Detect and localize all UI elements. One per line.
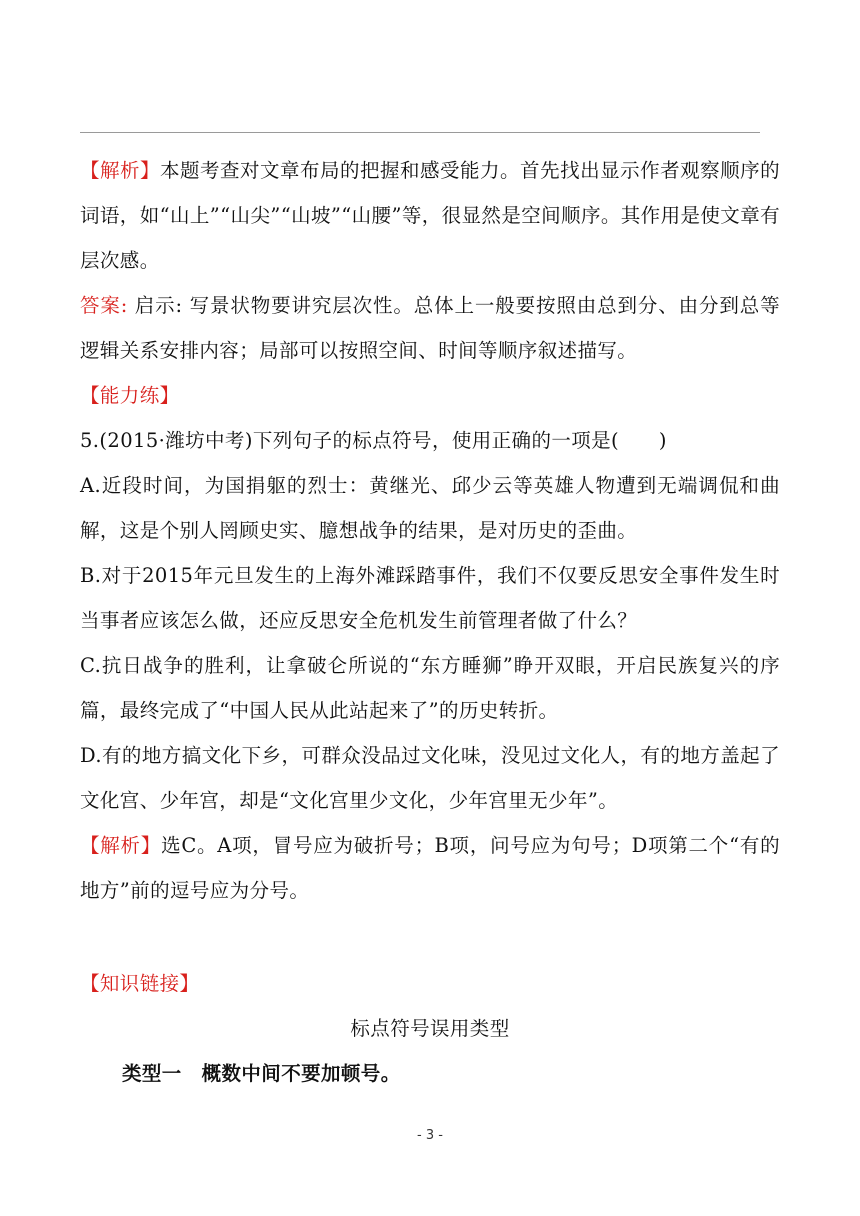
answer-paragraph — [80, 283, 780, 373]
section-ability-heading: 【能力练】 — [80, 384, 180, 407]
analysis-text: 本题考查对文章布局的把握和感受能力。首先找出显示作者观察顺序的词语，如“山上”“山尖”“山坡”“山腰”等，很显然是空间顺序。其作用是使文章有层次感。 — [80, 159, 780, 272]
option-b: B.对于2015年元旦发生的上海外滩踩踏事件，我们不仅要反思安全事件发生时当事者应该怎么做，还应反思安全危机发生前管理者做了什么？ — [80, 564, 780, 632]
answer-label: 答案: — [80, 294, 128, 317]
spacer — [80, 913, 780, 961]
page-content — [80, 148, 780, 1096]
analysis-text-2: 选C。A项，冒号应为破折号；B项，问号应为句号；D项第二个“有的地方”前的逗号应为分号。 — [80, 834, 780, 902]
option-a: A.近段时间，为国捐躯的烈士：黄继光、邱少云等英雄人物遭到无端调侃和曲解，这是个别人罔顾史实、臆想战争的结果，是对历史的歪曲。 — [80, 474, 780, 542]
section-knowledge-heading: 【知识链接】 — [80, 972, 200, 995]
type-one-heading: 类型一 概数中间不要加顿号。 — [122, 1062, 401, 1085]
page-number: - 3 - — [417, 1128, 443, 1143]
analysis-label: 【解析】 — [80, 159, 161, 182]
analysis-label-2: 【解析】 — [80, 834, 162, 857]
analysis-paragraph-2 — [80, 823, 780, 913]
header-divider — [80, 132, 760, 133]
option-c: C.抗日战争的胜利，让拿破仑所说的“东方睡狮”睁开双眼，开启民族复兴的序篇，最终完成了“中国人民从此站起来了”的历史转折。 — [80, 654, 780, 722]
option-d: D.有的地方搞文化下乡，可群众没品过文化味，没见过文化人，有的地方盖起了文化宫、少年宫，却是“文化宫里少文化，少年宫里无少年”。 — [80, 744, 780, 812]
question-stem: 5.(2015·潍坊中考)下列句子的标点符号，使用正确的一项是( ) — [80, 429, 667, 452]
answer-text: 启示: 写景状物要讲究层次性。总体上一般要按照由总到分、由分到总等逻辑关系安排内容；局部可以按照空间、时间等顺序叙述描写。 — [80, 294, 780, 362]
knowledge-title: 标点符号误用类型 — [350, 1017, 510, 1040]
analysis-paragraph-1 — [80, 148, 780, 283]
